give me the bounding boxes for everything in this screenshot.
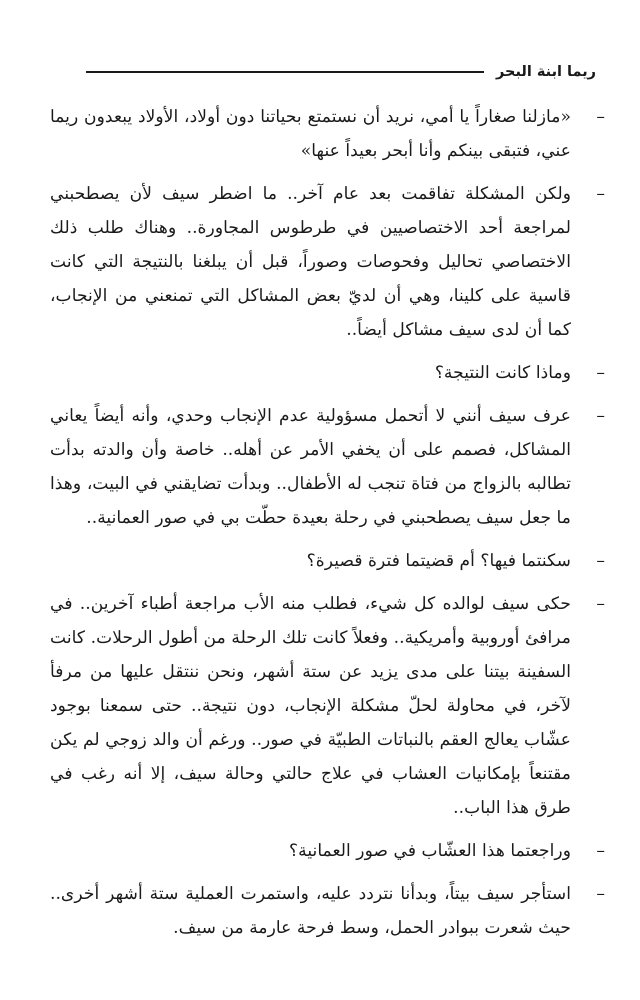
dialogue-dash: – [596, 107, 605, 127]
paragraph-text: وراجعتما هذا العشّاب في صور العمانية؟ [289, 841, 571, 861]
paragraph-text: عرف سيف أنني لا أتحمل مسؤولية عدم الإنجاب وحدي، وأنه أيضاً يعاني المشاكل، فصمم على أن يخفي الأمر عن أهله.. خاصة وأن والدته بدأت تطالبه بالزواج من فتاة تنجب له الأطفال.. وبدأت تضايقني في البيت، وهذا ما جعل سيف يصطحبني في رحلة بعيدة حطّت بي في صور العمانية.. [50, 406, 571, 528]
dialogue-dash: – [596, 884, 605, 904]
dialogue-paragraph [50, 587, 605, 825]
dialogue-paragraph [50, 544, 605, 578]
dialogue-paragraph [50, 177, 605, 347]
running-header [86, 60, 596, 84]
dialogue-paragraph [50, 877, 605, 945]
paragraph-text: ولكن المشكلة تفاقمت بعد عام آخر.. ما اضطر سيف لأن يصطحبني لمراجعة أحد الاختصاصيين في طرطوس المجاورة.. وهناك طلب ذلك الاختصاصي تحاليل وفحوصات وصوراً، قبل أن يبلغنا بالنتيجة التي كانت قاسية على كلينا، وهي أن لديّ بعض المشاكل التي تمنعني من الإنجاب، كما أن لدى سيف مشاكل أيضاً.. [50, 184, 571, 340]
paragraph-text: «مازلنا صغاراً يا أمي، نريد أن نستمتع بحياتنا دون أولاد، الأولاد يبعدون ريما عني، فتبقى بينكم وأنا أبحر بعيداً عنها» [50, 107, 571, 161]
dialogue-dash: – [596, 363, 605, 383]
dialogue-paragraph [50, 356, 605, 390]
paragraph-text: وماذا كانت النتيجة؟ [434, 363, 571, 383]
dialogue-dash: – [596, 594, 605, 614]
dialogue-dash: – [596, 551, 605, 571]
page-body [50, 100, 605, 954]
dialogue-dash: – [596, 184, 605, 204]
dialogue-paragraph [50, 100, 605, 168]
paragraph-text: استأجر سيف بيتاً، وبدأنا نتردد عليه، واستمرت العملية ستة أشهر أخرى.. حيث شعرت ببوادر الحمل، وسط فرحة عارمة من سيف. [50, 884, 571, 938]
book-title: ريما ابنة البحر [496, 64, 596, 80]
paragraph-text: حكى سيف لوالده كل شيء، فطلب منه الأب مراجعة أطباء آخرين.. في مرافئ أوروبية وأمريكية.. وفعلاً كانت تلك الرحلة من أطول الرحلات. كانت السفينة بيتنا على مدى يزيد عن ستة أشهر، ونحن ننتقل عليها من مرفأ لآخر، في محاولة لحلّ مشكلة الإنجاب، دون نتيجة.. حتى سمعنا بوجود عشّاب يعالج العقم بالنباتات الطبيّة في صور.. ورغم أن والد زوجي لم يكن مقتنعاً بإمكانيات العشاب في علاج حالتي وحالة سيف، إلا أنه رغب في طرق هذا الباب.. [50, 594, 571, 818]
dialogue-dash: – [596, 841, 605, 861]
header-rule [86, 71, 484, 73]
dialogue-paragraph [50, 399, 605, 535]
dialogue-paragraph [50, 834, 605, 868]
dialogue-dash: – [596, 406, 605, 426]
paragraph-text: سكنتما فيها؟ أم قضيتما فترة قصيرة؟ [306, 551, 571, 571]
